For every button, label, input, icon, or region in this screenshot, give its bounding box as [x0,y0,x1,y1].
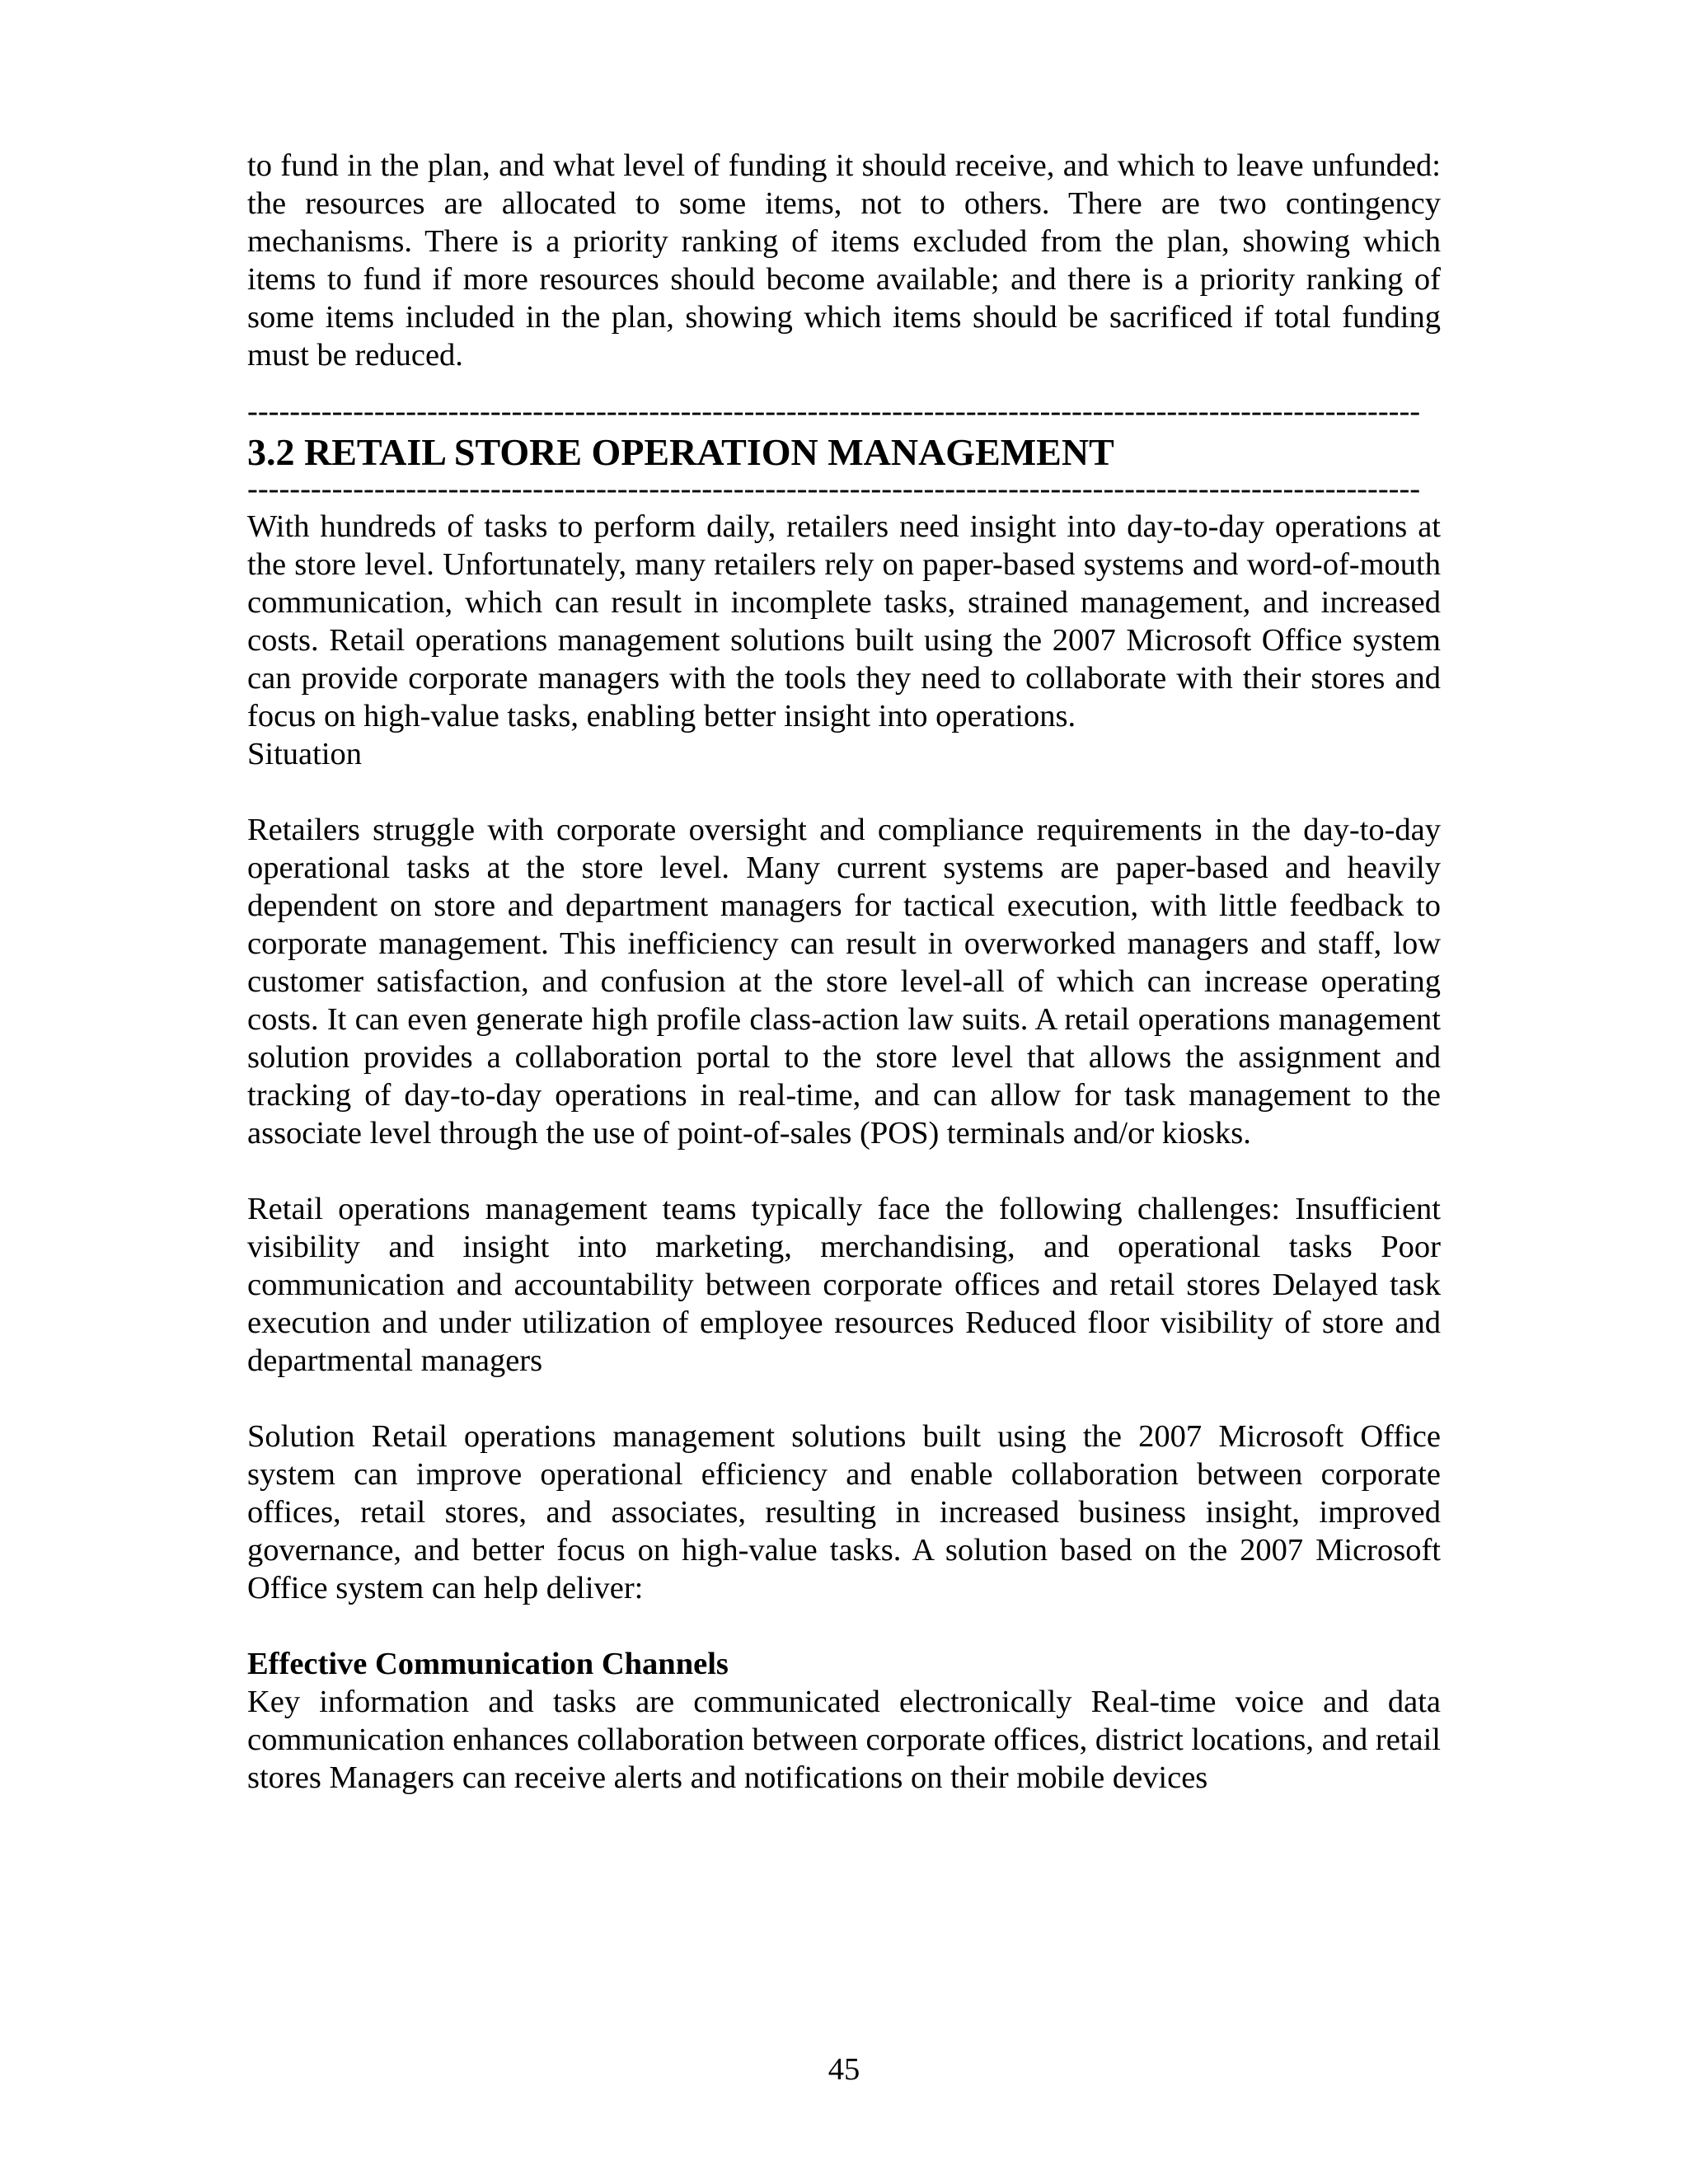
divider-bottom: --------------------------------------------------------------------------------------------------------------- [247,471,1421,506]
document-page [247,147,1441,1797]
spacer [247,1152,1441,1190]
spacer [247,1607,1441,1645]
spacer [247,773,1441,811]
paragraph-challenges: Retail operations management teams typically face the following challenges: Insufficient visibility and insight into marketing, merchandising, and operational tasks Poor communication and accountability between corporate offices and retail stores Delayed task execution and under utilization of employee resources Reduced floor visibility of store and departmental managers [247,1192,1441,1378]
paragraph-intro-retail: With hundreds of tasks to perform daily, retailers need insight into day-to-day operations at the store level. Unfortunately, many retailers rely on paper-based systems and word-of-mouth communication, which can result in incomplete tasks, strained management, and increased costs. Retail operations management solutions built using the 2007 Microsoft Office system can provide corporate managers with the tools they need to collaborate with their stores and focus on high-value tasks, enabling better insight into operations. [247,509,1441,733]
divider-top: --------------------------------------------------------------------------------------------------------------- [247,394,1421,429]
section-heading: 3.2 RETAIL STORE OPERATION MANAGEMENT [247,431,1114,473]
spacer [247,1380,1441,1418]
subheading-communication-channels: Effective Communication Channels [247,1647,729,1681]
paragraph-communication: Key information and tasks are communicated electronically Real-time voice and data communication enhances collaboration between corporate offices, district locations, and retail stores Managers can receive alerts and notifications on their mobile devices [247,1685,1441,1795]
intro-paragraph: to fund in the plan, and what level of funding it should receive, and which to leave unfunded: the resources are allocated to some items, not to others. There are two contingency mechanisms. There is a priority ranking of items excluded from the plan, showing which items to fund if more resources should become available; and there is a priority ranking of some items included in the plan, showing which items should be sacrificed if total funding must be reduced. [247,148,1441,373]
paragraph-situation-label: Situation [247,737,363,771]
paragraph-solution: Solution Retail operations management solutions built using the 2007 Microsoft Office system can improve operational efficiency and enable collaboration between corporate offices, retail stores, and associates, resulting in increased business insight, improved governance, and better focus on high-value tasks. A solution based on the 2007 Microsoft Office system can help deliver: [247,1419,1441,1605]
paragraph-situation: Retailers struggle with corporate oversight and compliance requirements in the day-to-day operational tasks at the store level. Many current systems are paper-based and heavily dependent on store and department managers for tactical execution, with little feedback to corporate management. This inefficiency can result in overworked managers and staff, low customer satisfaction, and confusion at the store level-all of which can increase operating costs. It can even generate high profile class-action law suits. A retail operations management solution provides a collaboration portal to the store level that allows the assignment and tracking of day-to-day operations in real-time, and can allow for task management to the associate level through the use of point-of-sales (POS) terminals and/or kiosks. [247,813,1441,1151]
page-number: 45 [828,2052,860,2087]
